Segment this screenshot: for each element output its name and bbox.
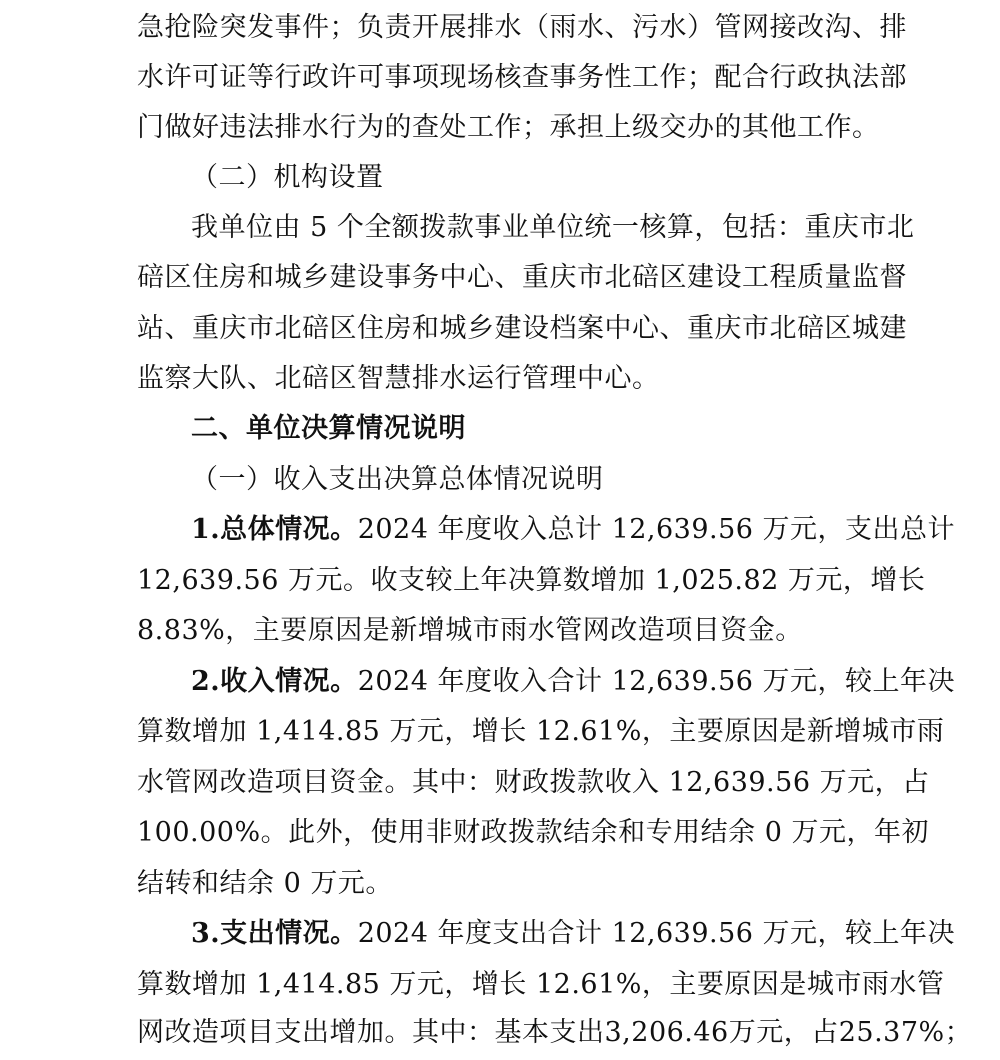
paragraph-line: 100.00%。此外，使用非财政拨款结余和专用结余 0 万元，年初 [137, 817, 929, 848]
paragraph-line: 水管网改造项目资金。其中：财政拨款收入 12,639.56 万元，占 [137, 767, 930, 798]
paragraph-line: 碚区住房和城乡建设事务中心、重庆市北碚区建设工程质量监督 [137, 262, 907, 293]
paragraph-line: 站、重庆市北碚区住房和城乡建设档案中心、重庆市北碚区城建 [137, 313, 907, 344]
paragraph-line: 我单位由 5 个全额拨款事业单位统一核算，包括：重庆市北 [191, 212, 915, 243]
paragraph-text: 2024 年度收入合计 12,639.56 万元，较上年决 [357, 666, 956, 697]
paragraph-line: 网改造项目支出增加。其中：基本支出3,206.46万元，占25.37%； [137, 1017, 973, 1048]
paragraph-line: 算数增加 1,414.85 万元，增长 12.61%，主要原因是城市雨水管 [137, 969, 945, 1000]
paragraph-line [191, 657, 955, 707]
paragraph-line: 算数增加 1,414.85 万元，增长 12.61%，主要原因是新增城市雨 [137, 716, 945, 747]
paragraph-text: 2024 年度收入总计 12,639.56 万元，支出总计 [357, 514, 956, 545]
bold-label: 1.总体情况。 [191, 514, 358, 545]
paragraph-text: 2024 年度支出合计 12,639.56 万元，较上年决 [357, 918, 956, 949]
bold-label: 3.支出情况。 [191, 918, 358, 949]
paragraph-line: 12,639.56 万元。收支较上年决算数增加 1,025.82 万元，增长 [137, 565, 926, 596]
paragraph-line: 水许可证等行政许可事项现场核查事务性工作；配合行政执法部 [137, 62, 907, 93]
bold-label: 2.收入情况。 [191, 666, 358, 697]
paragraph-line: 门做好违法排水行为的查处工作；承担上级交办的其他工作。 [137, 112, 880, 143]
section-heading: （二）机构设置 [191, 162, 384, 193]
chapter-heading: 二、单位决算情况说明 [191, 413, 466, 444]
paragraph-line: 急抢险突发事件；负责开展排水（雨水、污水）管网接改沟、排 [137, 12, 907, 43]
paragraph-line [191, 909, 955, 959]
paragraph-line: 结转和结余 0 万元。 [137, 868, 393, 899]
section-heading: （一）收入支出决算总体情况说明 [191, 464, 604, 495]
paragraph-line: 监察大队、北碚区智慧排水运行管理中心。 [137, 363, 660, 394]
paragraph-line [191, 505, 955, 555]
paragraph-line: 8.83%，主要原因是新增城市雨水管网改造项目资金。 [137, 615, 803, 646]
